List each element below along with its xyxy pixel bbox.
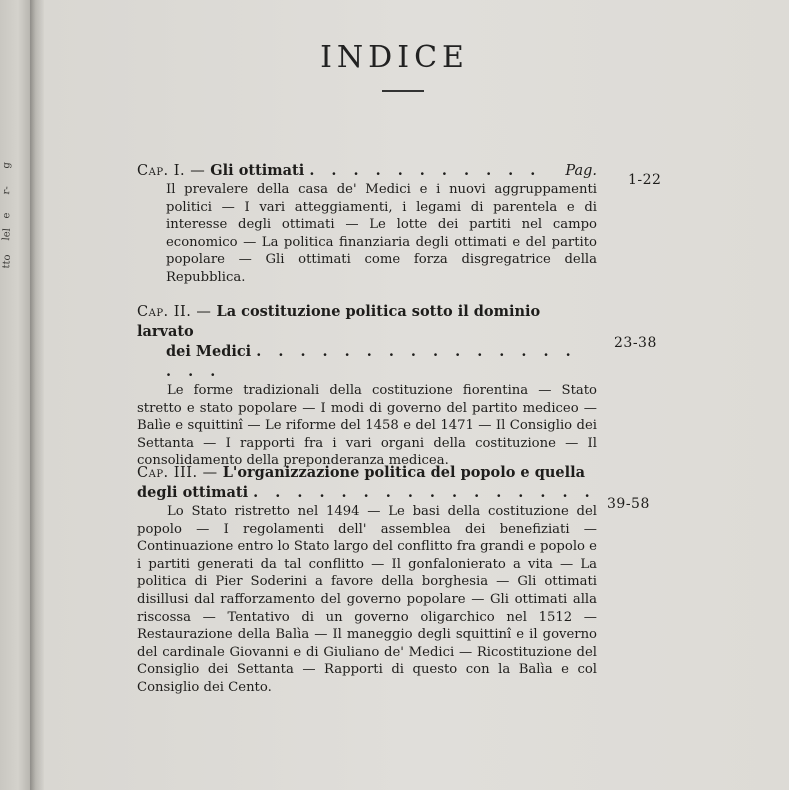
chapter-heading-continued — [166, 342, 597, 382]
chapter-title: La costituzione politica sotto il dominio larvato — [137, 303, 541, 340]
chapter-entry — [137, 161, 597, 287]
page-label: Pag. — [565, 163, 597, 179]
page-title: INDICE — [320, 40, 469, 75]
chapter-heading-continued — [137, 483, 597, 503]
chapter-heading — [137, 302, 597, 342]
facing-page-fragment: g — [1, 161, 13, 169]
leader-dots: . . . . . . . . . . . . . . . . . . — [166, 343, 577, 380]
title-rule — [382, 90, 424, 92]
chapter-title-continued: dei Medici — [166, 343, 252, 360]
chapter-summary: Il prevalere della casa de' Medici e i nuovi aggruppamenti politici — I vari atteggiamenti, i legami di parentela e di interesse degli ottimati — Le lotte dei partiti nel campo economico — La politica finanziaria degli ottimati e del partito popolare — Gli ottimati come forza disgregatrice della Repubblica. — [166, 182, 597, 285]
chapter-heading — [137, 161, 597, 181]
chapter-label: Cap. III. — — [137, 465, 218, 481]
chapter-title: L'organizzazione politica del popolo e quella — [222, 464, 586, 481]
chapter-summary: Le forme tradizionali della costituzione fiorentina — Stato stretto e stato popolare — I modi di governo del partito mediceo — Balìe e squittinî — Le riforme del 1458 e del 1471 — Il Consiglio dei Settanta — I rapporti fra i vari organi della costituzione — Il consolidamento della preponderanza medicea. — [137, 383, 597, 469]
chapter-page-range: 23-38 — [614, 335, 657, 351]
leader-dots: . . . . . . . . . . . . . . . . — [253, 484, 596, 501]
chapter-title: Gli ottimati — [210, 162, 305, 179]
chapter-page-range: 39-58 — [607, 496, 650, 512]
leader-dots: . . . . . . . . . . . — [309, 162, 542, 179]
chapter-heading — [137, 463, 597, 483]
chapter-entry — [137, 302, 597, 470]
facing-page-fragment: e — [1, 212, 13, 219]
chapter-label: Cap. I. — — [137, 163, 206, 179]
chapter-page-range: 1-22 — [628, 172, 662, 188]
chapter-entry — [137, 463, 597, 697]
facing-page-fragment: r- — [1, 185, 13, 195]
facing-page-fragment: tto — [1, 253, 14, 269]
chapter-title-continued: degli ottimati — [137, 484, 249, 501]
book-gutter — [30, 0, 44, 790]
chapter-summary: Lo Stato ristretto nel 1494 — Le basi della costituzione del popolo — I regolamenti dell' assemblea dei benefiziati — Continuazione entro lo Stato largo del conflitto fra grandi e popolo e i partiti generati da tal conflitto — Il gonfalonierato a vita — La politica di Pier Soderini a favore della borghesia — Gli ottimati disillusi dal rafforzamento del governo popolare — Gli ottimati alla riscossa — Tentativo di un governo oligarchico nel 1512 — Restaurazione della Balìa — Il maneggio degli squittinî e il governo del cardinale Giovanni e di Giuliano de' Medici — Ricostituzione del Consiglio dei Settanta — Rapporti di questo con la Balìa e col Consiglio dei Cento. — [137, 504, 597, 695]
facing-page-fragment: lel — [1, 227, 14, 241]
facing-page-edge — [0, 0, 30, 790]
chapter-label: Cap. II. — — [137, 304, 212, 320]
